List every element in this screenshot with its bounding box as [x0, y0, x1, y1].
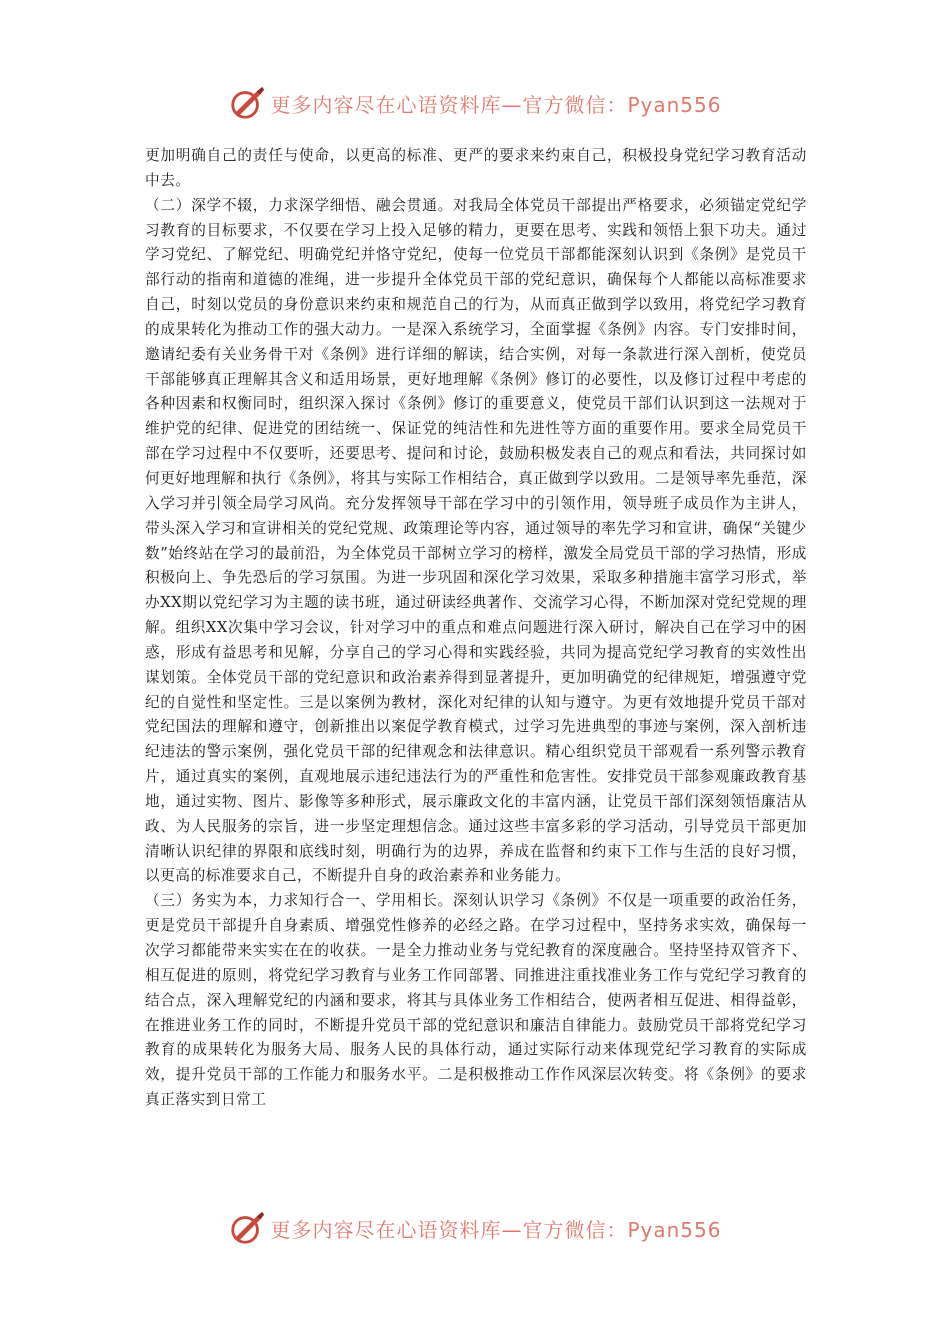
paragraph-section-three: （三）务实为本，力求知行合一、学用相长。深刻认识学习《条例》不仅是一项重要的政治任务，更是党员干部提升自身素质、增强党性修养的必经之路。在学习过程中，坚持务求实效，确保每一次学习都能带来实实在在的收获。一是全力推动业务与党纪教育的深度融合。坚持坚持双管齐下、相互促进的原则，将党纪学习教育与业务工作同部署、同推进注重找准业务工作与党纪学习教育的结合点，深入理解党纪的内涵和要求，将其与具体业务工作相结合，使两者相互促进、相得益彰，在推进业务工作的同时，不断提升党员干部的党纪意识和廉洁自律能力。鼓励党员干部将党纪学习教育的成果转化为服务大局、服务人民的具体行动，通过实际行动来体现党纪学习教育的实际成效，提升党员干部的工作能力和服务水平。二是积极推动工作作风深层次转变。将《条例》的要求真正落实到日常工: [145, 892, 807, 1109]
footer-banner-text: 更多内容尽在心语资料库—官方微信：Pyan556: [270, 1217, 722, 1242]
brush-logo-icon: [228, 1209, 266, 1247]
paragraph-section-two: （二）深学不辍，力求深学细悟、融会贯通。对我局全体党员干部提出严格要求，必须锚定党纪学习教育的目标要求，不仅要在学习上投入足够的精力，更要在思考、实践和领悟上狠下功夫。通过学习党纪、了解党纪、明确党纪并恪守党纪，使每一位党员干部都能深刻认识到《条例》是党员干部行动的指南和道德的准绳，进一步提升全体党员干部的党纪意识，确保每个人都能以高标准要求自己，时刻以党员的身份意识来约束和规范自己的行为，从而真正做到学以致用，将党纪学习教育的成果转化为推动工作的强大动力。一是深入系统学习，全面掌握《条例》内容。专门安排时间，邀请纪委有关业务骨干对《条例》进行详细的解读，结合实例，对每一条款进行深入剖析，使党员干部能够真正理解其含义和适用场景，更好地理解《条例》修订的必要性，以及修订过程中考虑的各种因素和权衡同时，组织深入探讨《条例》修订的重要意义，使党员干部们认识到这一法规对于维护党的纪律、促进党的团结统一、保证党的纯洁性和先进性等方面的重要作用。要求全局党员干部在学习过程中不仅要听，还要思考、提问和讨论，鼓励积极发表自己的观点和看法，共同探讨如何更好地理解和执行《条例》，将其与实际工作相结合，真正做到学以致用。二是领导率先垂范，深入学习并引领全局学习风尚。充分发挥领导干部在学习中的引领作用，领导班子成员作为主讲人，带头深入学习和宣讲相关的党纪党规、政策理论等内容，通过领导的率先学习和宣讲，确保“关键少数”始终站在学习的最前沿，为全体党员干部树立学习的榜样，激发全局党员干部的学习热情，形成积极向上、争先恐后的学习氛围。为进一步巩固和深化学习效果，采取多种措施丰富学习形式，举办XX期以党纪学习为主题的读书班，通过研读经典著作、交流学习心得，不断加深对党纪党规的理解。组织XX次集中学习会议，针对学习中的重点和难点问题进行深入研讨，解决自己在学习中的困惑，形成有益思考和见解，分享自己的学习心得和实践经验，共同为提高党纪学习教育的实效性出谋划策。全体党员干部的党纪意识和政治素养得到显著提升，更加明确党的纪律规矩，增强遵守党纪的自觉性和坚定性。三是以案例为教材，深化对纪律的认知与遵守。为更有效地提升党员干部对党纪国法的理解和遵守，创新推出以案促学教育模式，过学习先进典型的事迹与案例，深入剖析违纪违法的警示案例，强化党员干部的纪律观念和法律意识。精心组织党员干部观看一系列警示教育片，通过真实的案例，直观地展示违纪违法行为的严重性和危害性。安排党员干部参观廉政教育基地，通过实物、图片、影像等多种形式，展示廉政文化的丰富内涵，让党员干部们深刻领悟廉洁从政、为人民服务的宗旨，进一步坚定理想信念。通过这些丰富多彩的学习活动，引导党员干部更加清晰认识纪律的界限和底线时刻，明确行为的边界，养成在监督和约束下工作与生活的良好习惯，以更高的标准要求自己，不断提升自身的政治素养和业务能力。: [145, 196, 807, 885]
paragraph-continuation: 更加明确自己的责任与使命，以更高的标准、更严的要求来约束自己，积极投身党纪学习教育活动中去。: [145, 147, 807, 189]
footer-banner: [0, 1208, 950, 1248]
brush-logo-icon: [228, 84, 266, 122]
document-body: [145, 144, 807, 1113]
header-banner-text: 更多内容尽在心语资料库—官方微信：Pyan556: [270, 92, 722, 117]
header-banner: [0, 83, 950, 123]
